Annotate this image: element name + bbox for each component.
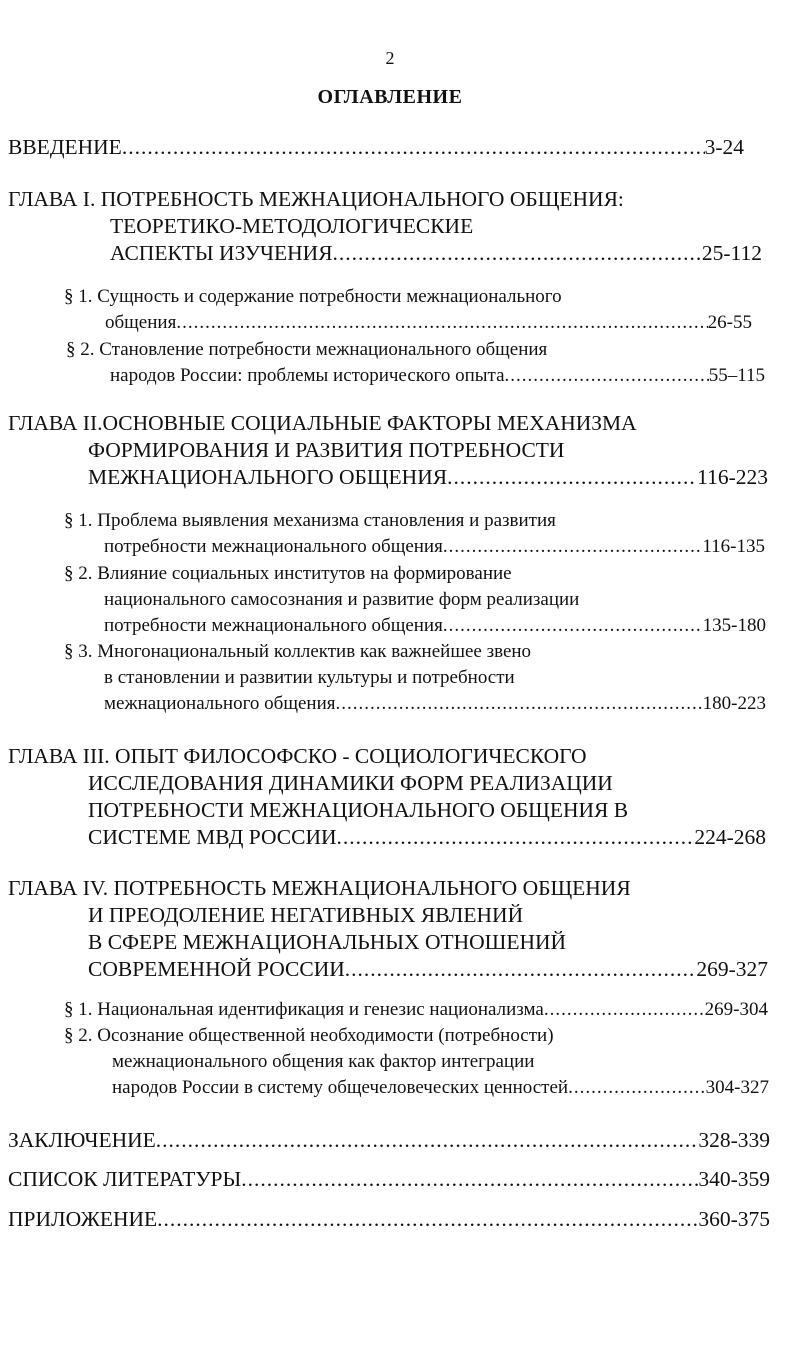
toc-ch1-section-2-line-2[interactable] — [110, 362, 765, 389]
toc-label: народов России в систему общечеловеческих ценностей — [112, 1077, 569, 1098]
toc-label: народов России: проблемы исторического опыта — [110, 365, 505, 386]
toc-page-range: 304-327 — [705, 1077, 769, 1098]
toc-chapter-3-line-2[interactable]: ИССЛЕДОВАНИЯ ДИНАМИКИ ФОРМ РЕАЛИЗАЦИИ — [88, 771, 613, 795]
dot-leader — [568, 1074, 706, 1101]
toc-page-range: 269-327 — [696, 957, 768, 981]
toc-chapter-3-line-3[interactable]: ПОТРЕБНОСТИ МЕЖНАЦИОНАЛЬНОГО ОБЩЕНИЯ В — [88, 798, 629, 822]
toc-label: § 1. Национальная идентификация и генезис национализма — [64, 999, 544, 1020]
toc-ch2-section-3-line-3[interactable] — [104, 690, 766, 717]
toc-label: СОВРЕМЕННОЙ РОССИИ — [88, 957, 345, 981]
toc-ch1-section-1-line-2[interactable] — [105, 309, 752, 336]
toc-page-range: 224-268 — [694, 825, 766, 849]
toc-label: ПРИЛОЖЕНИЕ — [8, 1207, 158, 1231]
toc-ch2-section-2-line-1[interactable]: § 2. Влияние социальных институтов на формирование — [64, 563, 512, 584]
page-title: ОГЛАВЛЕНИЕ — [317, 86, 463, 108]
toc-chapter-2-line-2[interactable]: ФОРМИРОВАНИЯ И РАЗВИТИЯ ПОТРЕБНОСТИ — [88, 438, 565, 462]
dot-leader — [544, 996, 705, 1023]
toc-entry-appendix[interactable] — [8, 1206, 770, 1233]
toc-ch2-section-3-line-2[interactable]: в становлении и развитии культуры и потребности — [104, 667, 515, 688]
toc-label: СИСТЕМЕ МВД РОССИИ — [88, 825, 337, 849]
toc-ch4-section-2-line-2[interactable]: межнационального общения как фактор интеграции — [112, 1051, 535, 1072]
page-number: 2 — [385, 48, 395, 68]
toc-ch1-section-2-line-1[interactable]: § 2. Становление потребности межнационального общения — [66, 339, 548, 360]
toc-chapter-4-line-1[interactable]: ГЛАВА IV. ПОТРЕБНОСТЬ МЕЖНАЦИОНАЛЬНОГО ОБЩЕНИЯ — [8, 876, 631, 900]
toc-chapter-2-line-3[interactable] — [88, 464, 768, 491]
toc-page-range: 26-55 — [707, 312, 752, 333]
toc-chapter-4-line-3[interactable]: В СФЕРЕ МЕЖНАЦИОНАЛЬНЫХ ОТНОШЕНИЙ — [88, 930, 567, 954]
dot-leader — [333, 240, 702, 267]
toc-ch2-section-1-line-2[interactable] — [104, 533, 765, 560]
toc-entry-conclusion[interactable] — [8, 1127, 770, 1154]
toc-page-range: 25-112 — [701, 241, 762, 265]
toc-page-range: 135-180 — [702, 615, 766, 636]
toc-label: потребности межнационального общения — [104, 615, 443, 636]
toc-page-range: 116-135 — [702, 536, 765, 557]
toc-chapter-1-line-1[interactable]: ГЛАВА I. ПОТРЕБНОСТЬ МЕЖНАЦИОНАЛЬНОГО ОБЩЕНИЯ: — [8, 187, 624, 211]
toc-ch2-section-3-line-1[interactable]: § 3. Многонациональный коллектив как важнейшее звено — [64, 641, 532, 662]
toc-label: общения — [105, 312, 177, 333]
toc-chapter-4-line-2[interactable]: И ПРЕОДОЛЕНИЕ НЕГАТИВНЫХ ЯВЛЕНИЙ — [88, 903, 524, 927]
toc-page-range: 360-375 — [698, 1207, 770, 1231]
toc-page-range: 3-24 — [704, 135, 744, 159]
toc-label: СПИСОК ЛИТЕРАТУРЫ — [8, 1167, 242, 1191]
toc-label: ЗАКЛЮЧЕНИЕ — [8, 1128, 156, 1152]
toc-ch1-section-1-line-1[interactable]: § 1. Сущность и содержание потребности межнационального — [64, 286, 562, 307]
toc-page-range: 340-359 — [698, 1167, 770, 1191]
toc-page-range: 116-223 — [697, 465, 768, 489]
dot-leader — [443, 533, 703, 560]
dot-leader — [176, 309, 707, 336]
dot-leader — [337, 824, 695, 851]
toc-chapter-1-line-2[interactable]: ТЕОРЕТИКО-МЕТОДОЛОГИЧЕСКИЕ — [110, 214, 474, 238]
dot-leader — [447, 464, 697, 491]
dot-leader — [505, 362, 709, 389]
toc-label: межнационального общения — [104, 693, 336, 714]
toc-chapter-3-line-1[interactable]: ГЛАВА III. ОПЫТ ФИЛОСОФСКО - СОЦИОЛОГИЧЕСКОГО — [8, 744, 587, 768]
toc-ch2-section-1-line-1[interactable]: § 1. Проблема выявления механизма становления и развития — [64, 510, 556, 531]
toc-ch4-section-2-line-3[interactable] — [112, 1074, 769, 1101]
dot-leader — [345, 956, 697, 983]
dot-leader — [122, 134, 705, 161]
toc-page-range: 55–115 — [708, 365, 765, 386]
toc-label: АСПЕКТЫ ИЗУЧЕНИЯ — [110, 241, 333, 265]
dot-leader — [157, 1206, 698, 1233]
toc-chapter-1-line-3[interactable] — [110, 240, 762, 267]
toc-page-range: 180-223 — [702, 693, 766, 714]
toc-ch2-section-2-line-2[interactable]: национального самосознания и развитие форм реализации — [104, 589, 580, 610]
toc-chapter-3-line-4[interactable] — [88, 824, 766, 851]
toc-page-range: 328-339 — [698, 1128, 770, 1152]
toc-label: МЕЖНАЦИОНАЛЬНОГО ОБЩЕНИЯ — [88, 465, 448, 489]
toc-entry-introduction[interactable] — [8, 134, 744, 161]
toc-page-range: 269-304 — [704, 999, 768, 1020]
toc-chapter-2-line-1[interactable]: ГЛАВА II.ОСНОВНЫЕ СОЦИАЛЬНЫЕ ФАКТОРЫ МЕХАНИЗМА — [8, 411, 637, 435]
toc-entry-bibliography[interactable] — [8, 1166, 770, 1193]
toc-ch4-section-1[interactable] — [64, 996, 768, 1023]
dot-leader — [443, 612, 703, 639]
toc-label: ВВЕДЕНИЕ — [8, 135, 122, 159]
dot-leader — [335, 690, 702, 717]
toc-label: потребности межнационального общения — [104, 536, 443, 557]
toc-ch4-section-2-line-1[interactable]: § 2. Осознание общественной необходимости (потребности) — [64, 1025, 554, 1046]
toc-ch2-section-2-line-3[interactable] — [104, 612, 766, 639]
dot-leader — [156, 1127, 699, 1154]
dot-leader — [241, 1166, 698, 1193]
toc-chapter-4-line-4[interactable] — [88, 956, 768, 983]
